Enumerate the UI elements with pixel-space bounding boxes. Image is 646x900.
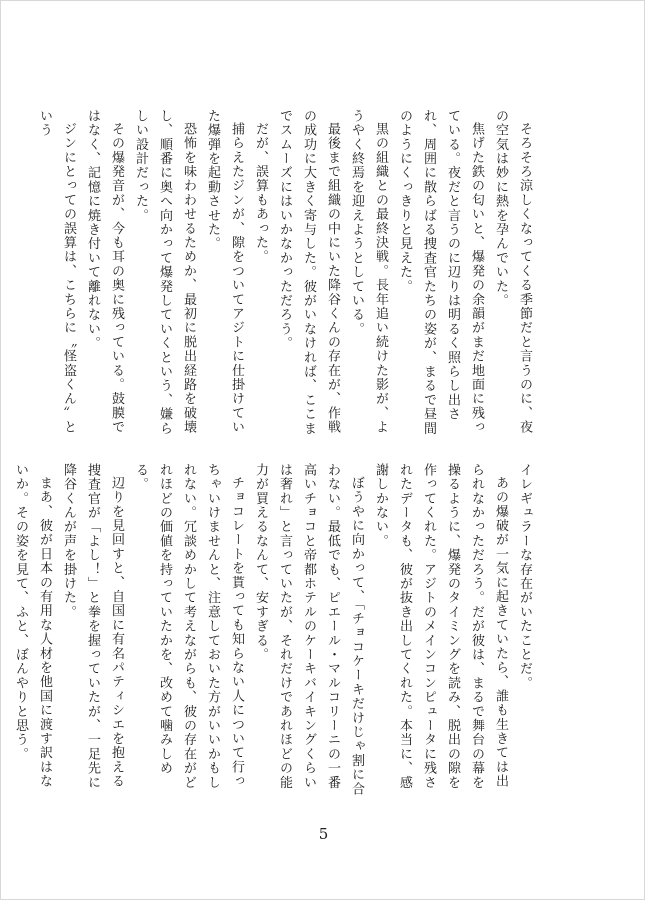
upper-text-block [37, 109, 536, 447]
paragraph: その爆発音が、今も耳の奥に残っている。鼓膜ではなく、記憶に焼き付いて離れない。 [85, 109, 124, 435]
paragraph: ジンにとっての誤算は、こちらに〝怪盗くん〟という [37, 109, 76, 435]
paragraph: ぼうやに向かって、「チョコケーキだけじゃ割に合わない。最低でも、ピエール・マルコリーニの一番高いチョコと帝都ホテルのケーキバイキングくらいは奢れ」と言っていたが、それだけであれほどの能力が買えるなんて、安すぎる。 [253, 463, 364, 797]
paragraph: だが、誤算もあった。 [253, 122, 268, 264]
paragraph: 辺りを見回すと、自国に有名パティシエを抱える捜査官が「よし！」と拳を握っていたが、一足先に降谷くんが声を掛けた。 [61, 463, 124, 790]
paragraph: あの爆破が一気に起きていたら、誰も生きては出られなかっただろう。だが彼は、まるで舞台の幕を操るように、爆発のタイミングを読み、脱出の隙を作ってくれた。アジトのメインコンピュータに残されたデータも、彼が抜き出してくれた。本当に、感謝しかない。 [373, 463, 508, 790]
paragraph: 捕らえたジンが、隙をついてアジトに仕掛けていた爆弾を起動させた。 [205, 109, 244, 435]
paragraph: 最後まで組織の中にいた降谷くんの存在が、作戦の成功に大きく寄与した。彼がいなければ、ここまでスムーズにはいかなかっただろう。 [277, 109, 340, 436]
paragraph: 恐怖を味わわせるためか、最初に脱出経路を破壊し、順番に奥へ向かって爆発していくという、嫌らしい設計だった。 [133, 109, 196, 436]
paragraph-continued: イレギュラーな存在がいたことだ。 [517, 463, 532, 691]
paragraph: チョコレートを貰っても知らない人について行っちゃいけませんと、注意しておいた方がいいかもしれない。冗談めかして考えながらも、彼の存在がどれほどの価値を持っていたかを、改めて噛みしめる。 [133, 463, 244, 790]
paragraph: まあ、彼が日本の有用な人材を他国に渡す訳はないか。その姿を見て、ふと、ぼんやりと思う。 [13, 463, 52, 789]
paragraph: 黒の組織との最終決戦。長年追い続けた影が、ようやく終焉を迎えようとしている。 [349, 109, 388, 435]
lower-text-block [13, 463, 536, 801]
paragraph: 焦げた鉄の匂いと、爆発の余韻がまだ地面に残っている。夜だと言うのに辺りは明るく照らし出され、周囲に散らばる捜査官たちの姿が、まるで昼間のようにくっきりと見えた。 [397, 109, 484, 436]
page-number: 5 [318, 825, 329, 843]
paragraph: そろそろ涼しくなってくる季節だと言うのに、夜の空気は妙に熱を孕んでいた。 [493, 109, 532, 435]
